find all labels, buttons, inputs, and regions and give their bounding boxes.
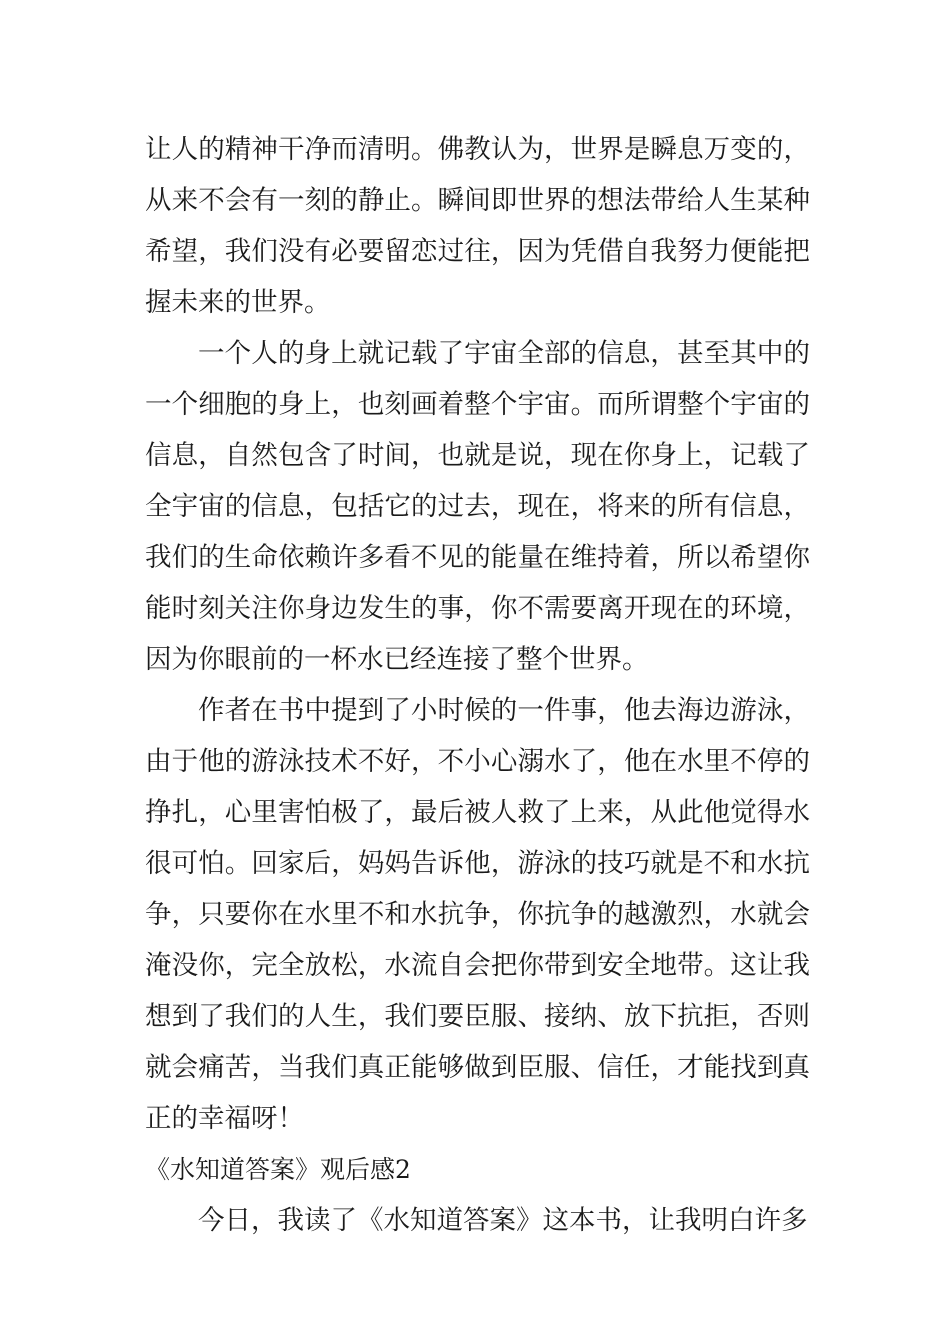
paragraph-universe: 一个人的身上就记载了宇宙全部的信息，甚至其中的一个细胞的身上，也刻画着整个宇宙。而所谓整个宇宙的信息，自然包含了时间，也就是说，现在你身上，记载了全宇宙的信息，包括它的过去，现在，将来的所有信息，我们的生命依赖许多看不见的能量在维持着，所以希望你能时刻关注你身边发生的事，你不需要离开现在的环境，因为你眼前的一杯水已经连接了整个世界。 [145, 338, 810, 675]
paragraph-swimming: 作者在书中提到了小时候的一件事，他去海边游泳，由于他的游泳技术不好，不小心溺水了，他在水里不停的挣扎，心里害怕极了，最后被人救了上来，从此他觉得水很可怕。回家后，妈妈告诉他，游泳的技巧就是不和水抗争，只要你在水里不和水抗争，你抗争的越激烈，水就会淹没你，完全放松，水流自会把你带到安全地带。这让我想到了我们的人生，我们要臣服、接纳、放下抗拒，否则就会痛苦，当我们真正能够做到臣服、信任，才能找到真正的幸福呀！ [145, 695, 810, 1134]
document-body [145, 124, 810, 1246]
paragraph-continuation: 让人的精神干净而清明。佛教认为，世界是瞬息万变的，从来不会有一刻的静止。瞬间即世界的想法带给人生某种希望，我们没有必要留恋过往，因为凭借自我努力便能把握未来的世界。 [145, 134, 810, 318]
section-heading: 《水知道答案》观后感2 [145, 1155, 411, 1184]
paragraph-section-start: 今日，我读了《水知道答案》这本书，让我明白许多 [198, 1205, 808, 1236]
